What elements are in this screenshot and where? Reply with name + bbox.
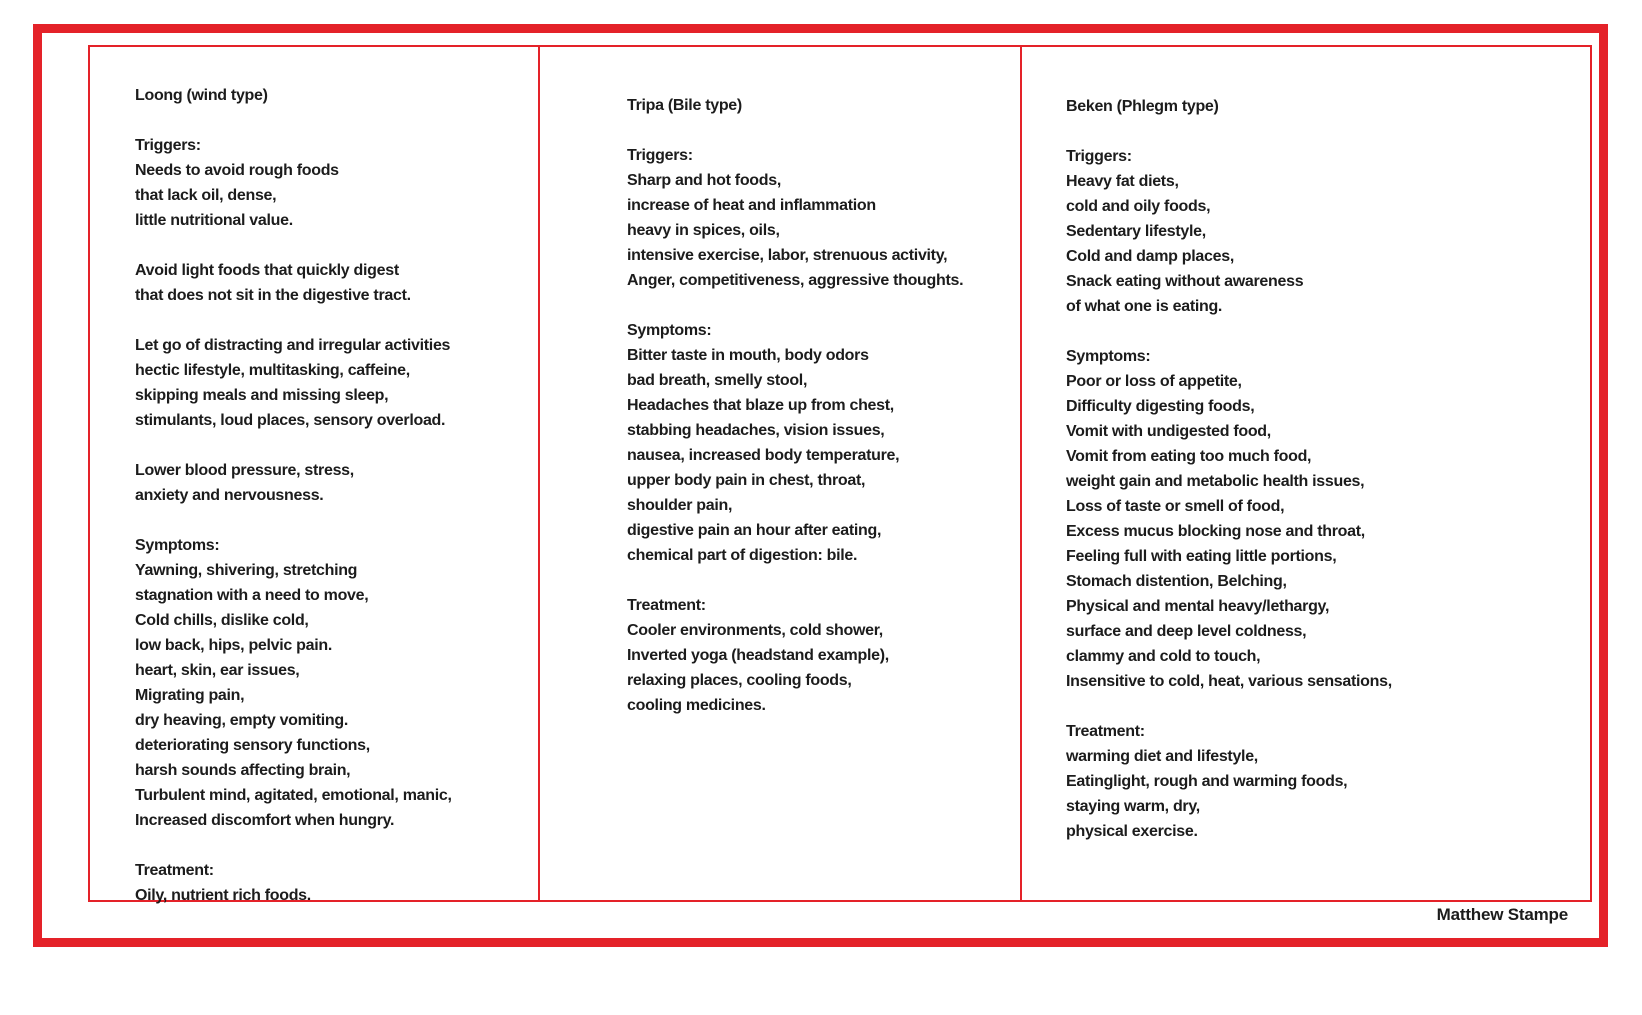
text-line: Headaches that blaze up from chest, <box>627 397 894 414</box>
text-line: Poor or loss of appetite, <box>1066 373 1242 390</box>
text-line: upper body pain in chest, throat, <box>627 472 866 489</box>
section <box>1066 719 1586 844</box>
section <box>1066 144 1586 319</box>
section <box>135 333 530 433</box>
text-line: Sharp and hot foods, <box>627 172 781 189</box>
text-line: Stomach distention, Belching, <box>1066 573 1287 590</box>
column-body <box>627 143 1012 718</box>
section-heading: Symptoms: <box>627 322 712 339</box>
section <box>135 458 530 508</box>
section-heading: Symptoms: <box>1066 348 1151 365</box>
text-line: Inverted yoga (headstand example), <box>627 647 889 664</box>
section <box>627 593 1012 718</box>
text-line: stagnation with a need to move, <box>135 587 369 604</box>
section-heading: Treatment: <box>627 597 706 614</box>
text-line: that does not sit in the digestive tract. <box>135 287 411 304</box>
text-line: Snack eating without awareness <box>1066 273 1304 290</box>
text-line: Sedentary lifestyle, <box>1066 223 1206 240</box>
text-line: shoulder pain, <box>627 497 733 514</box>
column-divider-1 <box>538 47 540 900</box>
text-line: physical exercise. <box>1066 823 1198 840</box>
text-line: Turbulent mind, agitated, emotional, manic, <box>135 787 452 804</box>
text-line: Excess mucus blocking nose and throat, <box>1066 523 1365 540</box>
text-line: heavy in spices, oils, <box>627 222 780 239</box>
text-line: relaxing places, cooling foods, <box>627 672 852 689</box>
text-line: dry heaving, empty vomiting. <box>135 712 348 729</box>
text-line: Insensitive to cold, heat, various sensations, <box>1066 673 1392 690</box>
text-line: little nutritional value. <box>135 212 293 229</box>
column-body <box>135 133 530 908</box>
section-heading: Triggers: <box>627 147 693 164</box>
text-line: deteriorating sensory functions, <box>135 737 370 754</box>
text-line: Physical and mental heavy/lethargy, <box>1066 598 1330 615</box>
text-line: staying warm, dry, <box>1066 798 1200 815</box>
text-line: increase of heat and inflammation <box>627 197 876 214</box>
text-line: Needs to avoid rough foods <box>135 162 339 179</box>
column-body <box>1066 144 1586 844</box>
text-line: Migrating pain, <box>135 687 245 704</box>
text-line: Yawning, shivering, stretching <box>135 562 358 579</box>
text-line: Cold and damp places, <box>1066 248 1234 265</box>
text-line: anxiety and nervousness. <box>135 487 324 504</box>
text-line: weight gain and metabolic health issues, <box>1066 473 1365 490</box>
text-line: Increased discomfort when hungry. <box>135 812 395 829</box>
text-line: warming diet and lifestyle, <box>1066 748 1258 765</box>
author-credit: Matthew Stampe <box>1436 905 1568 924</box>
text-line: Let go of distracting and irregular activities <box>135 337 451 354</box>
text-line: that lack oil, dense, <box>135 187 277 204</box>
column-tripa <box>627 93 1012 718</box>
content-box <box>88 45 1592 902</box>
section <box>135 258 530 308</box>
text-line: stimulants, loud places, sensory overload. <box>135 412 446 429</box>
text-line: Lower blood pressure, stress, <box>135 462 354 479</box>
text-line: Cooler environments, cold shower, <box>627 622 883 639</box>
text-line: skipping meals and missing sleep, <box>135 387 389 404</box>
text-line: Anger, competitiveness, aggressive thoughts. <box>627 272 964 289</box>
column-title: Tripa (Bile type) <box>627 97 742 114</box>
text-line: harsh sounds affecting brain, <box>135 762 351 779</box>
text-line: Loss of taste or smell of food, <box>1066 498 1285 515</box>
text-line: Oily, nutrient rich foods. <box>135 887 311 904</box>
section-heading: Symptoms: <box>135 537 220 554</box>
section-heading: Treatment: <box>135 862 214 879</box>
section-heading: Treatment: <box>1066 723 1145 740</box>
text-line: surface and deep level coldness, <box>1066 623 1307 640</box>
text-line: clammy and cold to touch, <box>1066 648 1261 665</box>
text-line: Vomit with undigested food, <box>1066 423 1271 440</box>
column-beken <box>1066 94 1586 844</box>
text-line: Heavy fat diets, <box>1066 173 1179 190</box>
text-line: stabbing headaches, vision issues, <box>627 422 885 439</box>
text-line: cooling medicines. <box>627 697 766 714</box>
text-line: digestive pain an hour after eating, <box>627 522 882 539</box>
text-line: chemical part of digestion: bile. <box>627 547 858 564</box>
section-heading: Triggers: <box>135 137 201 154</box>
text-line: low back, hips, pelvic pain. <box>135 637 332 654</box>
text-line: Feeling full with eating little portions, <box>1066 548 1337 565</box>
text-line: intensive exercise, labor, strenuous activity, <box>627 247 948 264</box>
text-line: Vomit from eating too much food, <box>1066 448 1312 465</box>
section <box>135 133 530 233</box>
text-line: nausea, increased body temperature, <box>627 447 900 464</box>
text-line: Bitter taste in mouth, body odors <box>627 347 869 364</box>
text-line: hectic lifestyle, multitasking, caffeine, <box>135 362 410 379</box>
column-divider-2 <box>1020 47 1022 900</box>
section <box>135 858 530 908</box>
text-line: Cold chills, dislike cold, <box>135 612 309 629</box>
text-line: Avoid light foods that quickly digest <box>135 262 399 279</box>
column-title: Loong (wind type) <box>135 87 268 104</box>
section <box>135 533 530 833</box>
text-line: of what one is eating. <box>1066 298 1223 315</box>
text-line: cold and oily foods, <box>1066 198 1211 215</box>
section <box>627 318 1012 568</box>
text-line: bad breath, smelly stool, <box>627 372 808 389</box>
column-loong <box>135 83 530 908</box>
section-heading: Triggers: <box>1066 148 1132 165</box>
section <box>627 143 1012 293</box>
column-title: Beken (Phlegm type) <box>1066 98 1219 115</box>
section <box>1066 344 1586 694</box>
text-line: Eatinglight, rough and warming foods, <box>1066 773 1348 790</box>
text-line: Difficulty digesting foods, <box>1066 398 1255 415</box>
text-line: heart, skin, ear issues, <box>135 662 300 679</box>
